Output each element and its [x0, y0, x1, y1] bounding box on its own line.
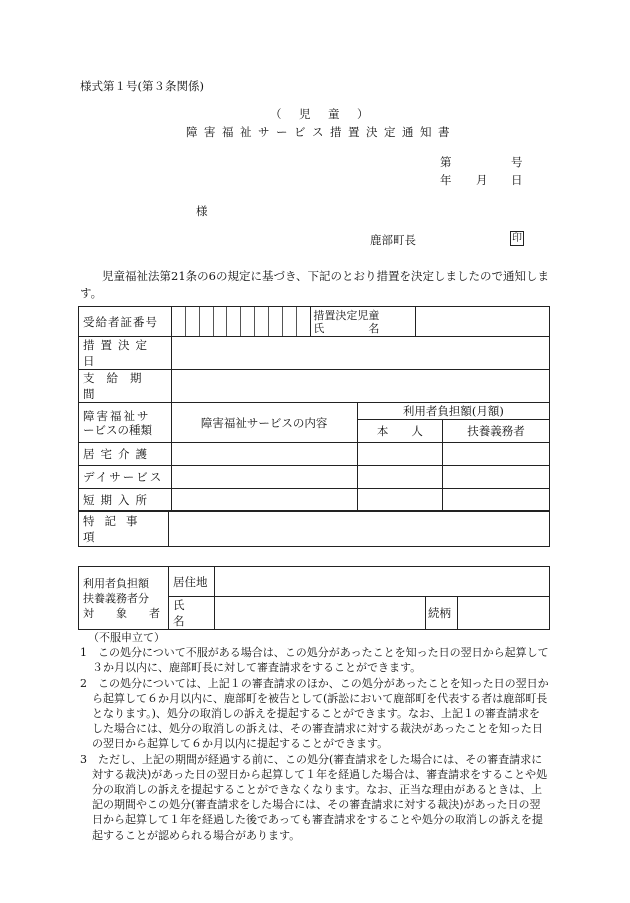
child-name-value — [416, 307, 550, 337]
date-day: 日 — [511, 173, 523, 187]
service-row-supporter — [443, 466, 550, 489]
relation-label: 続柄 — [426, 597, 458, 630]
burden-supporter-header: 扶養義務者 — [443, 420, 550, 443]
appeal-notes — [80, 630, 550, 843]
recipient-no-boxes — [171, 307, 311, 337]
service-row-self — [357, 489, 442, 512]
service-row-content — [171, 443, 357, 466]
issuer: 鹿部町長 — [370, 233, 416, 247]
service-row-self — [357, 443, 442, 466]
name-label: 氏名 — [169, 597, 215, 630]
name-value — [215, 597, 426, 630]
supporter-target-label: 利用者負担額 扶養義務者分 対 象 者 — [79, 567, 169, 630]
special-notes-value — [169, 511, 550, 547]
appeal-heading: （不服申立て） — [88, 631, 165, 644]
service-row-self — [357, 466, 442, 489]
burden-self-header: 本 人 — [357, 420, 442, 443]
decision-date-value — [171, 337, 549, 370]
special-notes-table — [78, 510, 550, 547]
child-name-label: 措置決定児童 氏 名 — [311, 307, 416, 337]
decision-date-label: 措置決定日 — [79, 337, 172, 370]
document-subtitle: （ 児 童 ） — [270, 107, 372, 121]
doc-number-suffix: 号 — [511, 155, 523, 169]
appeal-item: 1 この処分について不服がある場合は、この処分があったことを知った日の翌日から起算して３か月以内に、鹿部町長に対して審査請求をすることができます。 — [80, 646, 549, 675]
relation-value — [458, 597, 550, 630]
service-row-supporter — [443, 443, 550, 466]
service-content-header: 障害福祉サービスの内容 — [171, 403, 357, 443]
appeal-item: 2 この処分については、上記１の審査請求のほか、この処分があったことを知った日の翌日から起算して６か月以内に、鹿部町を被告として(訴訟において鹿部町を代表する者は鹿部町長となります。)、処分の取消しの訴えを提起することができます。なお、上記１の審査請求をした場合には、処分の取消しの訴えは、その審査請求に対する裁決があったことを知った日の翌日から起算して６か月以内に提起することができます。 — [80, 676, 549, 751]
service-row-label: 短期入所 — [79, 489, 172, 512]
payment-period-value — [171, 370, 549, 403]
addressee-suffix: 様 — [196, 204, 208, 218]
date-month: 月 — [476, 173, 488, 187]
burden-header: 利用者負担額(月額) — [357, 403, 549, 420]
document-title: 障害福祉サービス措置決定通知書 — [186, 125, 456, 139]
service-row-label: デイサービス — [79, 466, 172, 489]
intro-text: 児童福祉法第21条の6の規定に基づき、下記のとおり措置を決定しましたので通知します。 — [80, 269, 549, 300]
seal-mark: 印 — [512, 233, 522, 244]
service-row-label: 居宅介護 — [79, 443, 172, 466]
supporter-table — [78, 566, 550, 630]
service-row-content — [171, 466, 357, 489]
residence-label: 居住地 — [169, 567, 215, 597]
decision-table — [78, 306, 550, 512]
special-notes-label: 特記事項 — [79, 511, 169, 547]
date-year: 年 — [440, 173, 452, 187]
service-row-content — [171, 489, 357, 512]
service-type-label: 障害福祉サ ービスの種類 — [79, 403, 172, 443]
doc-number-prefix: 第 — [440, 155, 452, 169]
form-label: 様式第１号(第３条関係) — [80, 79, 204, 93]
residence-value — [215, 567, 550, 597]
appeal-item: 3 ただし、上記の期間が経過する前に、この処分(審査請求をした場合には、その審査請求に対する裁決)があった日の翌日から起算して１年を経過した場合は、審査請求をすることや処分の取消しの訴えを提起することができなくなります。なお、正当な理由があるときは、上記の期間やこの処分(審査請求をした場合には、その審査請求に対する裁決)があった日の翌日から起算して１年を経過した後であっても審査請求をすることや処分の取消しの訴えを提起することが認められる場合があります。 — [80, 752, 548, 842]
recipient-no-label: 受給者証番号 — [79, 307, 172, 337]
payment-period-label: 支給期間 — [79, 370, 172, 403]
service-row-supporter — [443, 489, 550, 512]
